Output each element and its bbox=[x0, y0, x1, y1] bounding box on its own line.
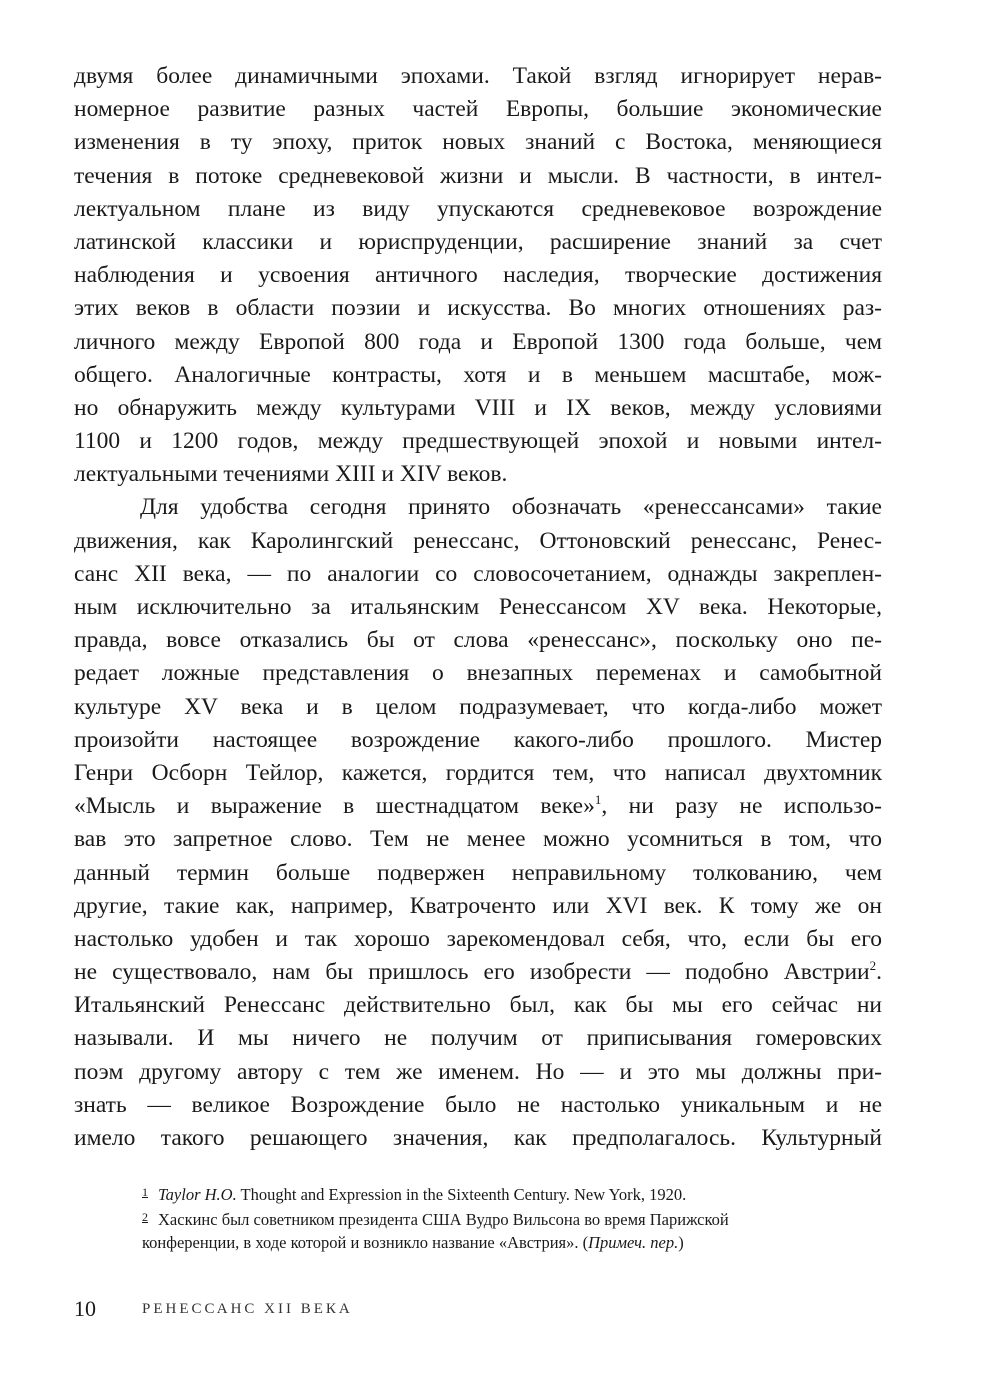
text-line-with-footnote-ref bbox=[74, 790, 882, 823]
footnotes bbox=[142, 1180, 884, 1255]
text-line: латинской классики и юриспруденции, расширение знаний за счет bbox=[74, 228, 882, 255]
text-line: данный термин больше подвержен неправильному толкованию, чем bbox=[74, 859, 882, 886]
footnote-1-mark[interactable]: 1 bbox=[142, 1185, 148, 1199]
text-fragment: «Мысль и выражение в шестнадцатом веке» bbox=[74, 793, 595, 820]
footnote-ref-2[interactable]: 2 bbox=[869, 958, 877, 974]
footnote-1-text: Thought and Expression in the Sixteenth Century. New York, 1920. bbox=[236, 1185, 687, 1204]
footnote-2 bbox=[142, 1205, 884, 1230]
text-line: ным исключительно за итальянским Ренессансом XV века. Некоторые, bbox=[74, 594, 882, 620]
footnote-2-text: ) bbox=[678, 1233, 684, 1252]
footnote-ref-1[interactable]: 1 bbox=[594, 792, 602, 808]
text-line: двумя более динамичными эпохами. Такой взгляд игнорирует нерав- bbox=[74, 63, 882, 89]
text-line: этих веков в области поэзии и искусства. Во многих отношениях раз- bbox=[74, 295, 882, 322]
text-line: номерное развитие разных частей Европы, большие экономические bbox=[74, 96, 882, 123]
text-line: движения, как Каролингский ренессанс, Оттоновский ренессанс, Ренес- bbox=[74, 527, 882, 554]
text-fragment: не существовало, нам бы пришлось его изобрести — подобно Австрии bbox=[74, 959, 870, 986]
text-line: но обнаружить между культурами VIII и IX веков, между условиями bbox=[74, 394, 882, 421]
main-text bbox=[74, 60, 882, 1155]
text-line: наблюдения и усвоения античного наследия, творческие достижения bbox=[74, 262, 882, 289]
paragraph-1 bbox=[74, 60, 882, 491]
text-line: изменения в ту эпоху, приток новых знаний с Востока, меняющиеся bbox=[74, 129, 882, 156]
text-line: культуре XV века и в целом подразумевает, что когда-либо может bbox=[74, 693, 882, 720]
text-line: лектуальными течениями XIII и XIV веков. bbox=[74, 461, 508, 488]
footnote-2-continuation bbox=[142, 1230, 884, 1255]
translator-note: Примеч. пер. bbox=[588, 1233, 679, 1252]
footnote-2-text: конференции, в ходе которой и возникло название «Австрия». ( bbox=[142, 1233, 589, 1252]
text-line: правда, вовсе отказались бы от слова «ренессанс», поскольку оно пе- bbox=[74, 627, 882, 654]
text-line: редает ложные представления о внезапных переменах и самобытной bbox=[74, 660, 882, 687]
text-line: вав это запретное слово. Тем не менее можно усомниться в том, что bbox=[74, 826, 882, 853]
running-head: РЕНЕССАНС XII ВЕКА bbox=[142, 1301, 353, 1317]
text-line: личного между Европой 800 года и Европой 1300 года больше, чем bbox=[74, 328, 882, 355]
text-line: санс XII века, — по аналогии со словосочетанием, однажды закреплен- bbox=[74, 560, 882, 587]
text-fragment: , ни разу не использо- bbox=[601, 793, 882, 820]
text-line: поэм другому автору с тем же именем. Но — и это мы должны при- bbox=[74, 1058, 882, 1085]
text-line: настолько удобен и так хорошо зарекомендовал себя, что, если бы его bbox=[74, 925, 882, 952]
text-line: 1100 и 1200 годов, между предшествующей эпохой и новыми интел- bbox=[74, 428, 882, 455]
text-line: Генри Осборн Тейлор, кажется, гордится тем, что написал двухтомник bbox=[74, 759, 882, 786]
page-number: 10 bbox=[74, 1296, 96, 1321]
text-line: называли. И мы ничего не получим от приписывания гомеровских bbox=[74, 1025, 882, 1052]
footnote-2-text: Хаскинс был советником президента США Вудро Вильсона во время Парижской bbox=[158, 1210, 729, 1229]
footnote-1 bbox=[142, 1180, 884, 1205]
text-line-with-footnote-ref bbox=[74, 956, 882, 989]
text-fragment: . bbox=[876, 959, 882, 986]
text-line: течения в потоке средневековой жизни и мысли. В частности, в интел- bbox=[74, 162, 882, 189]
text-line: другие, такие как, например, Кватроченто или XVI век. К тому же он bbox=[74, 892, 882, 919]
text-line: общего. Аналогичные контрасты, хотя и в меньшем масштабе, мож- bbox=[74, 361, 882, 388]
footnote-1-author: Taylor H.O. bbox=[158, 1185, 237, 1204]
text-line: знать — великое Возрождение было не настолько уникальным и не bbox=[74, 1091, 882, 1118]
text-line: имело такого решающего значения, как предполагалось. Культурный bbox=[74, 1125, 882, 1151]
text-line: произойти настоящее возрождение какого-либо прошлого. Мистер bbox=[74, 726, 882, 753]
footnote-2-mark[interactable]: 2 bbox=[142, 1210, 148, 1224]
text-line: Для удобства сегодня принято обозначать «ренессансами» такие bbox=[140, 494, 882, 521]
text-line: Итальянский Ренессанс действительно был, как бы мы его сейчас ни bbox=[74, 992, 882, 1019]
paragraph-2 bbox=[74, 491, 882, 1155]
text-line: лектуальном плане из виду упускаются средневековое возрождение bbox=[74, 195, 882, 222]
